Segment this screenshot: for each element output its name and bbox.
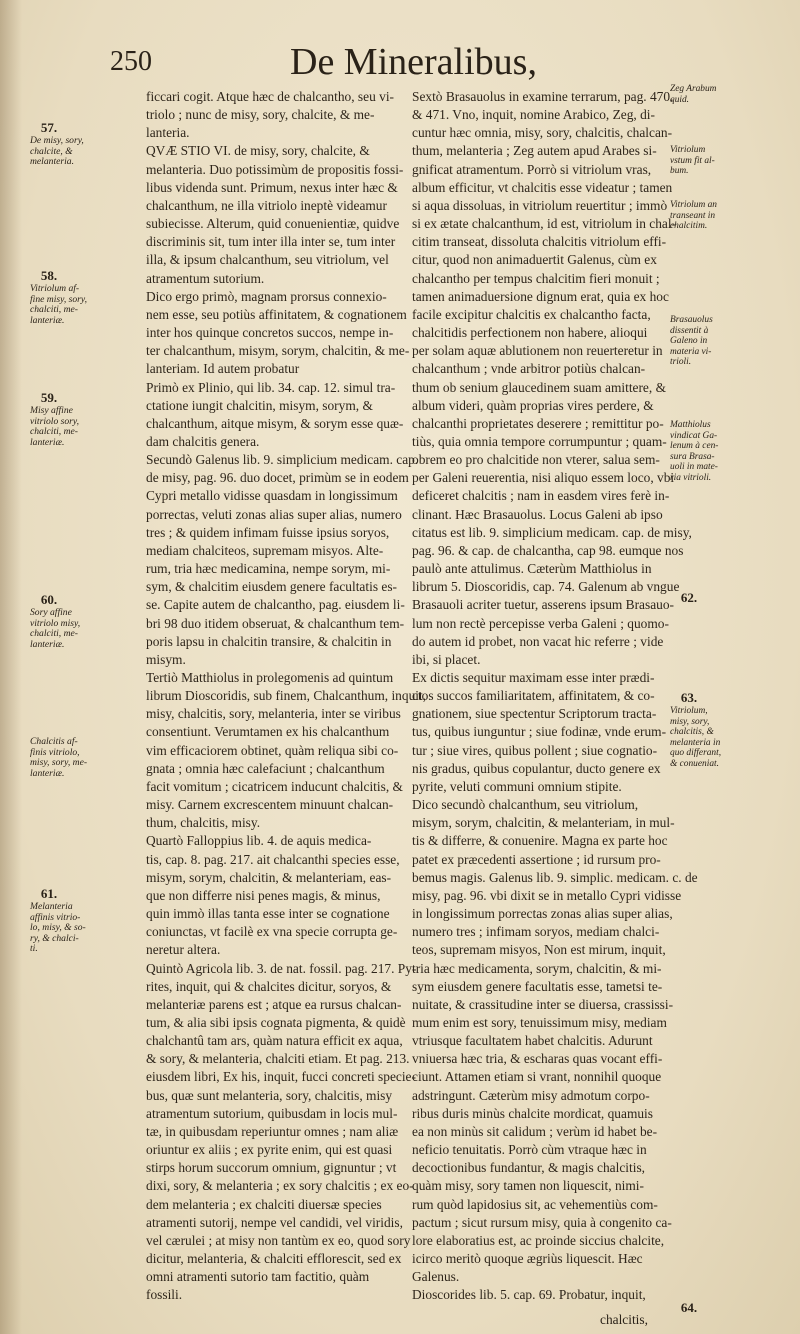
text-line: ctos succos familiaritatem, affinitatem, & co-	[412, 688, 655, 704]
text-line: icirco meritò quoque ægriùs liquescit. Hæc	[412, 1251, 643, 1266]
text-line: bri 98 duo itidem obseruat, & chalcanthum tem-	[146, 615, 405, 631]
text-line: ea non minùs sit calidum ; verùm id habet be-	[412, 1123, 658, 1139]
margin-note-text: Vitriolum, misy, sory, chalcitis, & melanteria in quo differant, & conueniat.	[670, 706, 722, 769]
text-line: pyrite, veluti communi omnium stipite.	[412, 778, 622, 794]
text-line: melanteriæ parens est ; atque ea rursus chalcan-	[146, 996, 402, 1012]
text-line: dixi, sory, & melanteria ; ex sory chalcitis ; ex eo-	[146, 1178, 414, 1194]
text-line: in longissimum porrectas zonas alias super alias,	[412, 906, 673, 922]
margin-note-text: Sory affine vitriolo misy, chalciti, me- lanteriæ.	[30, 607, 81, 650]
text-line: & 471. Vno, inquit, nomine Arabico, Zeg, di-	[412, 107, 655, 123]
margin-note-text: Misy affine vitriolo sory, chalciti, me- lanteriæ.	[30, 405, 80, 448]
text-line: stirps horum succorum omnium, gignuntur ; vt	[146, 1160, 397, 1176]
text-line: Sextò Brasauolus in examine terrarum, pag. 470.	[412, 89, 674, 104]
margin-note-number: 64.	[680, 1300, 698, 1315]
margin-note-text: Melanteria affinis vitrio- lo, misy, & so- ry, & chalci- ti.	[30, 901, 86, 954]
text-line: quin immò illas tanta esse inter se cognatione	[146, 906, 390, 922]
text-line: porrectas, veluti zonas alias super alias, numero	[146, 506, 402, 522]
margin-note	[30, 886, 86, 955]
margin-note-number: 58.	[40, 268, 58, 283]
text-line: tæ, in quibusdam reperiuntur omnes ; nam aliæ	[146, 1123, 399, 1139]
text-line: vniuersa hæc tria, & escharas quas vocant effi-	[412, 1051, 663, 1067]
margin-note-text: Vitriolum vstum fit al- bum.	[670, 145, 715, 176]
text-line: si aqua dissoluas, in vitriolum reuertitur ; immò	[412, 197, 668, 213]
text-line: dicitur, melanteria, & chalciti efflorescit, sed ex	[146, 1251, 402, 1266]
text-line: per solam aquæ ablutionem non reuerteretur in	[412, 343, 663, 359]
text-line: tis, cap. 8. pag. 217. ait chalcanthi species esse,	[146, 851, 400, 867]
text-line: de misy, pag. 96. duo docet, primùm se in eodem	[146, 470, 409, 486]
catchword: chalcitis,	[600, 1312, 648, 1327]
text-line: clinant. Hæc Brasauolus. Locus Galeni ab ipso	[412, 506, 663, 522]
text-line: que non differre nisi penes magis, & minus,	[146, 887, 381, 903]
text-line: tus, quibus iunguntur ; siue fodinæ, vnde erum-	[412, 724, 667, 740]
text-line: tres ; & quidem infimam fuisse ipsius soryos,	[146, 524, 390, 540]
text-line: Galenus.	[412, 1269, 460, 1285]
text-line: oriuntur ex aliis ; ex pyrite enim, qui est quasi	[146, 1142, 393, 1158]
text-line: bemus magis. Galenus lib. 9. simplic. medicam. c. de	[412, 869, 698, 885]
text-line: fossili.	[146, 1287, 183, 1303]
running-title: De Mineralibus,	[290, 41, 537, 83]
text-line: album efficitur, vt chalcitis esse videatur ; tamen	[412, 179, 673, 195]
text-line: Secundò Galenus lib. 9. simplicium medicam. cap.	[146, 452, 419, 468]
text-line: omni atramenti sutorio tam factitio, quàm	[146, 1269, 370, 1285]
text-line: quàm misy, sory tamen non liquescit, nimi-	[412, 1178, 644, 1194]
text-line: ribus duris minùs chalcite mordicat, quamuis	[412, 1105, 653, 1121]
text-line: gnificat atramentum. Porrò si vitriolum vras,	[412, 161, 652, 177]
text-line: nem esse, seu potiùs affinitatem, & cognationem	[146, 306, 407, 322]
margin-note	[30, 120, 84, 168]
text-line: vtriusque facultatem habet chalcitis. Adurunt	[412, 1033, 653, 1049]
text-line: libus videnda sunt. Primum, nexus inter hæc &	[146, 179, 398, 195]
text-line: cuntur hæc omnia, misy, sory, chalcitis, chalcan-	[412, 125, 673, 141]
text-line: poris lapsu in chalcitin transire, & chalcitin in	[146, 633, 392, 649]
margin-note-number: 63.	[680, 690, 698, 705]
text-line: tum, & alia sibi ipsis cognata pigmenta, & quidè	[146, 1014, 406, 1030]
text-line: tiùs, quia omnia tempore corrumpuntur ; quam-	[412, 433, 667, 449]
margin-note-text: Chalcitis af- finis vitriolo, misy, sory, me- lanteriæ.	[30, 736, 88, 779]
margin-note-text: Matthiolus vindicat Ga- lenum à cen- sura Brasa- uoli in mate- ria vitrioli.	[670, 420, 719, 483]
text-line: thum ob senium glaucedinem suam amittere, &	[412, 379, 666, 395]
text-line: Cypri metallo vidisse quasdam in longissimum	[146, 488, 398, 504]
text-line: Tertiò Matthiolus in prolegomenis ad quintum	[146, 670, 394, 685]
text-line: nuitate, & crassitudine inter se diuersa, crassissi-	[412, 996, 674, 1012]
text-line: neretur altera.	[146, 942, 221, 958]
text-line: Primò ex Plinio, qui lib. 34. cap. 12. simul tra-	[146, 379, 396, 395]
text-line: tamen animaduersione dignum erat, quia ex hoc	[412, 288, 669, 304]
text-line: rites, inquit, qui & chalcites dicitur, soryos, &	[146, 978, 392, 994]
text-line: gnata ; omnia hæc calefaciunt ; chalcanthum	[146, 760, 385, 776]
text-line: decoctionibus fundantur, & magis chalcitis,	[412, 1160, 646, 1176]
text-line: triolo ; nunc de misy, sory, chalcite, & me-	[146, 107, 375, 123]
text-line: misym, sorym, chalcitin, & melanteriam, in mul-	[412, 815, 675, 831]
text-line: consentiunt. Verumtamen ex his chalcanthum	[146, 724, 390, 740]
margin-note	[670, 145, 715, 177]
text-line: ibi, si placet.	[412, 651, 481, 667]
text-line: atramentum sutorium, quibusdam in locis mul-	[146, 1105, 398, 1121]
text-line: teos, supremam misyos, Non est mirum, inquit,	[412, 942, 666, 958]
text-line: rum, tria hæc medicamina, nempe sorym, mi-	[146, 561, 391, 577]
text-line: bus, quæ sunt melanteria, sory, chalcitis, misy	[146, 1087, 393, 1103]
text-line: chalcanthum, ne illa vitriolo ineptè videamur	[146, 197, 387, 213]
text-line: ficcari cogit. Atque hæc de chalcantho, seu vi-	[146, 89, 395, 104]
text-line: ciunt. Attamen etiam si vrant, nonnihil quoque	[412, 1069, 662, 1085]
text-line: pag. 96. & cap. de chalcantha, cap 98. eumque nos	[412, 542, 684, 558]
margin-note-text: Zeg Arabum quid.	[670, 84, 717, 105]
page-fold-shadow	[0, 0, 22, 1334]
text-line: pactum ; sicut rursum misy, quia à congenito ca-	[412, 1214, 672, 1230]
text-line: facile excipitur chalcitis ex chalcantho facta,	[412, 306, 651, 322]
text-line: coniunctas, vt facilè ex vna specie corrupta ge-	[146, 924, 398, 940]
text-line: sym eiusdem generе facultatis esse, tametsi te-	[412, 978, 663, 994]
text-line: Ex dictis sequitur maximam esse inter prædi-	[412, 670, 655, 685]
text-line: discriminis sit, tum inter illa inter se, tum inter	[146, 234, 396, 250]
text-line: thum, melanteria ; Zeg autem apud Arabes si-	[412, 143, 657, 159]
text-line: chalchantû tam ars, quàm natura efficit ex aqua,	[146, 1033, 403, 1049]
text-line: inter hos quinque concretos succos, nempe in-	[146, 325, 394, 341]
text-line: misym, sorym, chalcitin, & melanteriam, eas-	[146, 869, 392, 885]
text-line: album videri, quàm proprias vires perdere, &	[412, 397, 654, 413]
text-line: tur ; siue vires, quibus pollent ; siue cognatio-	[412, 742, 658, 758]
text-line: citim transeat, dissoluta chalcitis vitriolum effi-	[412, 234, 667, 250]
text-line: nis gradus, quibus copulantur, ducto genere ex	[412, 760, 661, 776]
text-line: misy. Carnem excrescentem minuunt chalcan-	[146, 797, 394, 813]
text-line: chalcanthi proprietates deserere ; remittitur po-	[412, 415, 664, 431]
margin-note	[670, 84, 716, 105]
text-line: lum non rectè percepisse verba Galeni ; quomo-	[412, 615, 669, 631]
margin-note-number: 60.	[40, 592, 58, 607]
margin-note	[670, 690, 721, 769]
margin-note	[30, 592, 80, 650]
text-line: numero tres ; infimam soryos, mediam chalci-	[412, 924, 660, 940]
page-header	[0, 28, 800, 83]
margin-note	[670, 1300, 708, 1316]
text-line: paulò ante attulimus. Cæterùm Matthiolus in	[412, 561, 652, 577]
text-line: do autem id probet, non vacat hic referre ; vide	[412, 633, 664, 649]
text-line: QVÆ STIO VI. de misy, sory, chalcite, &	[146, 143, 370, 159]
text-line: citur, quod non animaduertit Galenus, cùm ex	[412, 252, 657, 268]
margin-note-text: Vitriolum af- fine misy, sory, chalciti, me- lanteriæ.	[30, 283, 88, 326]
margin-note	[670, 420, 718, 483]
text-line: chalcanthum, aitque misym, & sorym esse quæ-	[146, 415, 404, 431]
margin-note-number: 59.	[40, 390, 58, 405]
margin-note	[30, 737, 87, 779]
text-line: sym, & chalcitim eiusdem genere facultatis es-	[146, 579, 397, 595]
margin-note	[670, 315, 713, 368]
text-line: chalcanthum ; vnde arbitror potiùs chalcan-	[412, 361, 646, 377]
margin-note-number: 61.	[40, 886, 58, 901]
margin-note	[30, 268, 87, 326]
text-line: Dico secundò chalcanthum, seu vitriolum,	[412, 797, 639, 813]
text-line: ter chalcanthum, misym, sorym, chalcitin, & me-	[146, 343, 410, 359]
text-line: librum 5. Dioscoridis, cap. 74. Galenum ab vngue	[412, 579, 680, 595]
margin-note	[30, 390, 79, 448]
text-line: librum Dioscoridis, sub finem, Chalcanthum, inquit,	[146, 688, 427, 704]
text-line: tis & differre, & conuenire. Magna ex parte hoc	[412, 833, 668, 849]
margin-note-text: Brasauolus dissentit à Galeno in materia vi- trioli.	[670, 315, 713, 367]
text-line: gnationem, siue spectentur Scriptorum tracta-	[412, 706, 657, 722]
text-line: lore elaboratius est, ac proinde siccius chalcite,	[412, 1232, 665, 1248]
text-line: Quartò Falloppius lib. 4. de aquis medica-	[146, 833, 372, 849]
margin-note	[670, 590, 708, 606]
text-line: misy, chalcitis, sory, melanteria, inter se viribus	[146, 706, 401, 722]
margin-note-number: 57.	[40, 120, 58, 135]
text-line: lanteria.	[146, 125, 190, 141]
text-line: melanteria. Duo potissimùm de propositis fossi-	[146, 161, 404, 177]
text-line: Dico ergo primò, magnam prorsus connexio-	[146, 288, 387, 304]
text-line: Quintò Agricola lib. 3. de nat. fossil. pag. 217. Py-	[146, 960, 417, 976]
text-line: chalcitidis perfectionem non habere, alioqui	[412, 325, 648, 341]
text-line: patet ex præcedenti assertione ; id rursum pro-	[412, 851, 661, 867]
text-line: citatus est lib. 9. simplicium medicam. cap. de misy,	[412, 524, 692, 540]
page-number: 250	[110, 46, 152, 77]
text-line: misym.	[146, 651, 186, 667]
text-line: chalcantho per tempus chalcitim fieri monuit ;	[412, 270, 660, 286]
text-line: illa, & ipsum chalcanthum, seu vitriolum, vel	[146, 252, 389, 268]
text-line: facit vomitum ; cicatricem inducunt chalcitis, &	[146, 778, 403, 794]
text-line: si ex ætate chalcanthum, id est, vitriolum in chal-	[412, 216, 677, 232]
margin-note	[670, 200, 717, 232]
text-line: misy, pag. 96. vbi dixit se in metallo Cypri vidisse	[412, 887, 682, 903]
text-line: & sory, & melanteria, chalciti etiam. Et pag. 213.	[146, 1051, 410, 1067]
text-line: obrem eo pro chalcitide non vterer, salua sem-	[412, 452, 660, 468]
margin-note-number: 62.	[680, 590, 698, 605]
margin-note-text: De misy, sory, chalcite, & melanteria.	[30, 135, 84, 167]
text-line: mum enim est sory, tenuissimum misy, mediam	[412, 1014, 667, 1030]
text-line: lanteriam. Id autem probatur	[146, 361, 300, 377]
left-text-column	[146, 88, 427, 1304]
text-line: se. Capite autem de chalcantho, pag. eiusdem li-	[146, 597, 405, 613]
text-line: eiusdem libri, Ex his, inquit, fucci concreti specie-	[146, 1069, 416, 1085]
text-line: rum quòd lapidosius sit, ac vehementiùs com-	[412, 1196, 658, 1212]
text-line: deficeret chalcitis ; nam in easdem vires ferè in-	[412, 488, 670, 504]
text-line: neficio tenuitatis. Porrò cùm vtraque hæc in	[412, 1142, 647, 1158]
text-line: adstringunt. Cæterùm misy admotum corpo-	[412, 1087, 650, 1103]
text-line: tria hæc medicamenta, sorym, chalcitin, & mi-	[412, 960, 662, 976]
text-line: vel cærulei ; at misy non tantùm ex eo, quod sory	[146, 1232, 411, 1248]
text-line: atramenti sutorij, nempe vel candidi, vel viridis,	[146, 1214, 403, 1230]
text-line: per Galeni reuerentia, nisi aliquo essem loco, vbi	[412, 470, 675, 486]
text-line: atramentum sutorium.	[146, 270, 265, 286]
text-line: thum, chalcitis, misy.	[146, 815, 261, 831]
text-line: subiecisse. Alterum, quid conuenientiæ, quidve	[146, 216, 400, 232]
text-line: vim efficaciorem obtinet, quàm reliqua sibi co-	[146, 742, 399, 758]
text-line: Dioscorides lib. 5. cap. 69. Probatur, inquit,	[412, 1287, 646, 1303]
text-line: ctatione iungit chalcitin, misym, sorym, &	[146, 397, 373, 413]
text-line: mediam chalciteos, supremam misyos. Alte-	[146, 542, 384, 558]
text-line: dem melanteria ; ex chalciti diuersæ species	[146, 1196, 382, 1212]
margin-note-text: Vitriolum an transeant in chalcitim.	[670, 200, 717, 231]
text-line: Brasauoli acriter tuetur, asserens ipsum Brasauo-	[412, 597, 674, 613]
text-line: dam chalcitis genera.	[146, 433, 260, 449]
